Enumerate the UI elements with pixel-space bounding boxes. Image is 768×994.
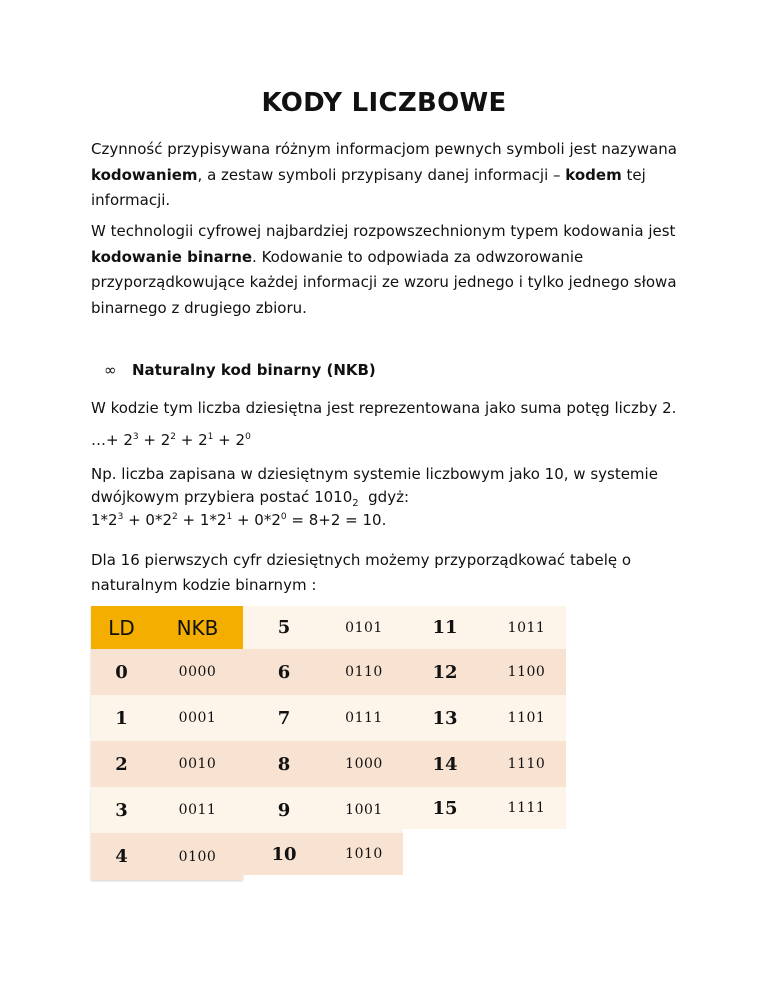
- table-cell-ld: 14: [403, 741, 487, 787]
- table-cell-nkb: 1010: [325, 833, 403, 875]
- table-cell-ld: 12: [403, 649, 487, 695]
- table-cell-nkb: 0001: [152, 695, 243, 741]
- table-cell-nkb: 1111: [487, 787, 566, 829]
- table-header-nkb: NKB: [152, 606, 243, 649]
- page-title: KODY LICZBOWE: [261, 88, 507, 118]
- table-cell-ld: 11: [403, 606, 487, 649]
- table-cell-nkb: 1100: [487, 649, 566, 695]
- table-cell-ld: 10: [243, 833, 325, 875]
- table-cell-nkb: 1001: [325, 787, 403, 833]
- table-cell-nkb: 1101: [487, 695, 566, 741]
- table-cell-nkb: 0011: [152, 787, 243, 833]
- table-cell-ld: 8: [243, 741, 325, 787]
- table-cell-ld: 9: [243, 787, 325, 833]
- formula-powers-of-two: …+ $2^3 + 2^2 + 2^1 + 2^0$: [91, 431, 251, 449]
- table-cell-nkb: 1011: [487, 606, 566, 649]
- table-cell-nkb: 0110: [325, 649, 403, 695]
- table-cell-nkb: 1000: [325, 741, 403, 787]
- table-cell-ld: 15: [403, 787, 487, 829]
- table-cell-ld: 1: [91, 695, 152, 741]
- paragraph-coding-definition: Czynność przypisywana różnym informacjom pewnych symboli jest nazywana kodowaniem, a zestaw symboli przypisany danej informacji – kodem tej informacji.: [91, 140, 677, 209]
- table-cell-ld: 0: [91, 649, 152, 695]
- table-cell-nkb: 0100: [152, 833, 243, 880]
- infinity-bullet-icon: ∞: [104, 361, 117, 379]
- table-cell-ld: 13: [403, 695, 487, 741]
- paragraph-table-intro: Dla 16 pierwszych cyfr dziesiętnych możemy przyporządkować tabelę o naturalnym kodzie binarnym :: [91, 551, 632, 594]
- bullet-nkb-heading: [104, 358, 376, 383]
- paragraph-binary-coding: W technologii cyfrowej najbardziej rozpowszechnionym typem kodowania jest kodowanie binarne. Kodowanie to odpowiada za odwzorowanie przyporządkowujące każdej informacji ze wzoru jednego i tylko jednego słowa binarnego z drugiego zbioru.: [91, 222, 677, 317]
- table-cell-ld: 2: [91, 741, 152, 787]
- paragraph-nkb-description: W kodzie tym liczba dziesiętna jest reprezentowana jako suma potęg liczby 2.: [91, 399, 677, 417]
- table-cell-ld: 3: [91, 787, 152, 833]
- nkb-heading-label: Naturalny kod binarny (NKB): [132, 361, 376, 379]
- table-cell-ld: 7: [243, 695, 325, 741]
- paragraph-example: Np. liczba zapisana w dziesiętnym systemie liczbowym jako 10, w systemie dwójkowym przybiera postać $1010_2$ gdyż: $1*2^3 + 0*2^2 + 1*2^1 + 0*2^0 = 8+2 = 10$.: [91, 463, 731, 532]
- table-header-ld: LD: [91, 606, 152, 649]
- table-cell-ld: 5: [243, 606, 325, 649]
- table-cell-nkb: 1110: [487, 741, 566, 787]
- example-calculation: $1*2^3 + 0*2^2 + 1*2^1 + 0*2^0 = 8+2 = 10$.: [91, 511, 387, 529]
- table-cell-ld: 4: [91, 833, 152, 880]
- table-cell-nkb: 0010: [152, 741, 243, 787]
- table-cell-nkb: 0111: [325, 695, 403, 741]
- table-cell-nkb: 0000: [152, 649, 243, 695]
- table-cell-ld: 6: [243, 649, 325, 695]
- table-cell-nkb: 0101: [325, 606, 403, 649]
